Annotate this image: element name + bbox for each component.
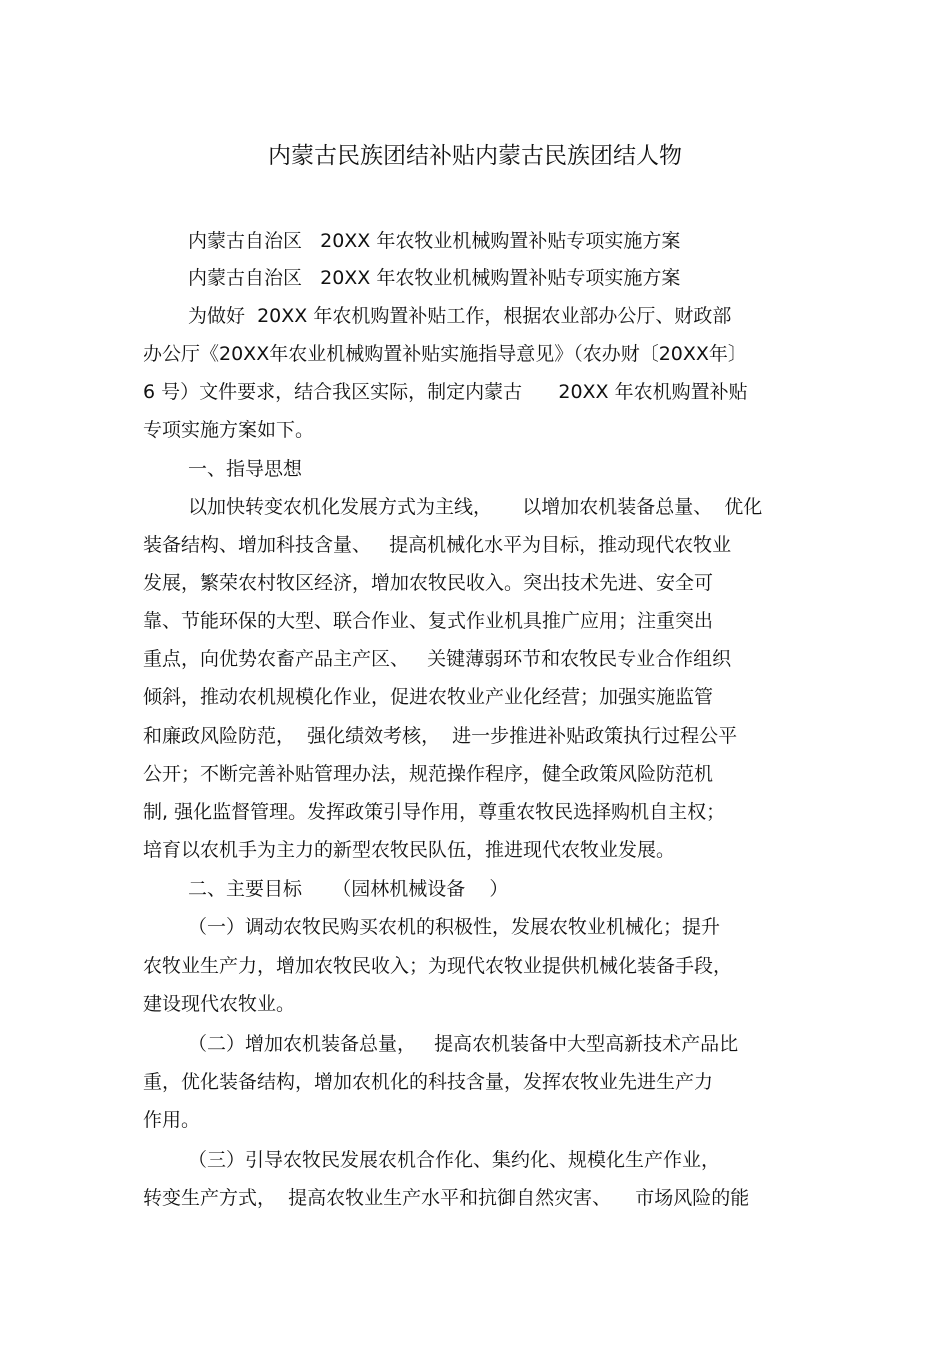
goal-1-line: 建设现代农牧业。 xyxy=(143,993,296,1015)
guiding-paragraph-line: 制, 强化监督管理。发挥政策引导作用，尊重农牧民选择购机自主权； xyxy=(143,801,726,823)
guiding-paragraph-line: 培育以农机手为主力的新型农牧民队伍，推进现代农牧业发展。 xyxy=(143,839,676,861)
intro-paragraph-line: 6 号）文件要求，结合我区实际，制定内蒙古 20XX 年农机购置补贴 xyxy=(143,381,748,403)
plan-title-line-2: 内蒙古自治区 20XX 年农牧业机械购置补贴专项实施方案 xyxy=(188,267,681,289)
guiding-paragraph-line: 以加快转变农机化发展方式为主线， 以增加农机装备总量、 优化 xyxy=(188,496,763,518)
section-heading-main-goals: 二、主要目标 （园林机械设备 ） xyxy=(188,878,509,900)
guiding-paragraph-line: 重点，向优势农畜产品主产区、 关键薄弱环节和农牧民专业合作组织 xyxy=(143,648,732,670)
intro-paragraph-line: 专项实施方案如下。 xyxy=(143,419,315,441)
goal-1-line: （一）调动农牧民购买农机的积极性，发展农牧业机械化；提升 xyxy=(188,916,721,938)
intro-paragraph-line: 办公厅《20XX年农业机械购置补贴实施指导意见》（农办财〔20XX年〕 xyxy=(143,343,747,365)
goal-1-line: 农牧业生产力，增加农牧民收入；为现代农牧业提供机械化装备手段， xyxy=(143,955,733,977)
goal-3-line: （三）引导农牧民发展农机合作化、集约化、规模化生产作业， xyxy=(188,1149,721,1171)
guiding-paragraph-line: 倾斜，推动农机规模化作业，促进农牧业产业化经营；加强实施监管 xyxy=(143,686,714,708)
document-title: 内蒙古民族团结补贴内蒙古民族团结人物 xyxy=(268,143,682,169)
guiding-paragraph-line: 公开；不断完善补贴管理办法，规范操作程序，健全政策风险防范机 xyxy=(143,763,714,785)
guiding-paragraph-line: 装备结构、增加科技含量、 提高机械化水平为目标，推动现代农牧业 xyxy=(143,534,732,556)
guiding-paragraph-line: 和廉政风险防范， 强化绩效考核， 进一步推进补贴政策执行过程公平 xyxy=(143,725,738,747)
plan-title-line-1: 内蒙古自治区 20XX 年农牧业机械购置补贴专项实施方案 xyxy=(188,230,681,252)
goal-2-line: 作用。 xyxy=(143,1109,201,1131)
goal-2-line: （二）增加农机装备总量， 提高农机装备中大型高新技术产品比 xyxy=(188,1033,739,1055)
guiding-paragraph-line: 发展，繁荣农村牧区经济，增加农牧民收入。突出技术先进、安全可 xyxy=(143,572,714,594)
goal-3-line: 转变生产方式， 提高农牧业生产水平和抗御自然灾害、 市场风险的能 xyxy=(143,1187,750,1209)
guiding-paragraph-line: 靠、节能环保的大型、联合作业、复式作业机具推广应用；注重突出 xyxy=(143,610,714,632)
intro-paragraph-line: 为做好 20XX 年农机购置补贴工作，根据农业部办公厅、财政部 xyxy=(188,305,732,327)
section-heading-guiding-thought: 一、指导思想 xyxy=(188,458,303,480)
goal-2-line: 重，优化装备结构，增加农机化的科技含量，发挥农牧业先进生产力 xyxy=(143,1071,714,1093)
